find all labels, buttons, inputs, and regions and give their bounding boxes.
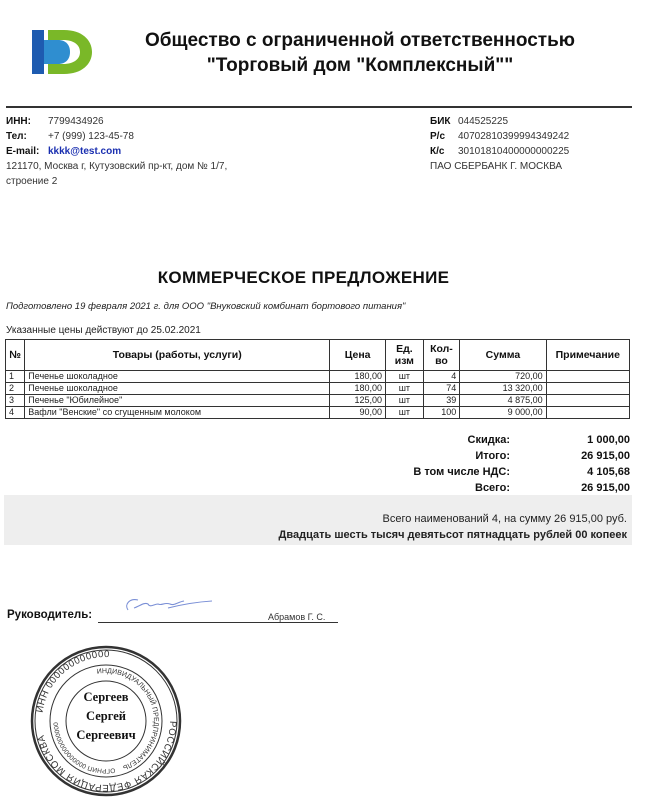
cell-sum: 13 320,00 bbox=[460, 383, 546, 395]
discount-label: Скидка: bbox=[467, 434, 510, 446]
cell-note bbox=[546, 371, 629, 383]
manager-name: Абрамов Г. С. bbox=[268, 612, 326, 622]
bank-name: ПАО СБЕРБАНК Г. МОСКВА bbox=[430, 161, 563, 172]
stamp-name-line3: Сергеевич bbox=[76, 728, 136, 742]
manager-label: Руководитель: bbox=[7, 609, 93, 621]
cell-num: 3 bbox=[6, 395, 25, 407]
cell-sum: 9 000,00 bbox=[460, 407, 546, 419]
cell-qty: 39 bbox=[423, 395, 460, 407]
vat-label: В том числе НДС: bbox=[413, 466, 510, 478]
cell-unit: шт bbox=[386, 371, 424, 383]
items-table bbox=[5, 339, 630, 419]
cell-goods: Печенье "Юбилейное" bbox=[25, 395, 330, 407]
summary-count: Всего наименований 4, на сумму 26 915,00 руб. bbox=[382, 513, 627, 525]
cell-note bbox=[546, 407, 629, 419]
phone-value: +7 (999) 123-45-78 bbox=[48, 131, 134, 142]
vat-row bbox=[360, 464, 630, 480]
table-row bbox=[6, 383, 630, 395]
company-name-line1: Общество с ограниченной ответственностью bbox=[144, 30, 576, 51]
email-link[interactable]: kkkk@test.com bbox=[48, 146, 122, 157]
address-line2: строение 2 bbox=[6, 176, 58, 187]
bik-value: 044525225 bbox=[458, 116, 509, 127]
cell-price: 125,00 bbox=[330, 395, 386, 407]
cell-num: 4 bbox=[6, 407, 25, 419]
company-name-line2: "Торговый дом "Комплексный"" bbox=[206, 55, 514, 76]
col-header-note: Примечание bbox=[546, 340, 629, 371]
table-header-row bbox=[6, 340, 630, 371]
total-row bbox=[360, 480, 630, 496]
col-header-qty-line1: Кол- bbox=[430, 343, 453, 355]
cell-qty: 100 bbox=[423, 407, 460, 419]
cell-qty: 74 bbox=[423, 383, 460, 395]
stamp-ip-text: ИНДИВИДУАЛЬНЫЙ ПРЕДПРИНИМАТЕЛЬ bbox=[96, 667, 160, 771]
col-header-num: № bbox=[6, 340, 25, 371]
document-title: КОММЕРЧЕСКОЕ ПРЕДЛОЖЕНИЕ bbox=[157, 268, 450, 287]
col-header-qty bbox=[423, 340, 460, 371]
rs-value: 40702810399994349242 bbox=[458, 131, 570, 142]
cell-price: 180,00 bbox=[330, 371, 386, 383]
rs-label: Р/с bbox=[430, 131, 446, 142]
stamp-country-text: РОССИЙСКАЯ ФЕДЕРАЦИЯ МОСКВА bbox=[35, 720, 179, 794]
cell-sum: 4 875,00 bbox=[460, 395, 546, 407]
header-divider bbox=[6, 106, 632, 108]
bank-requisites bbox=[430, 114, 640, 174]
col-header-price: Цена bbox=[330, 340, 386, 371]
ks-value: 30101810400000000225 bbox=[458, 146, 570, 157]
stamp-name-line2: Сергей bbox=[86, 709, 126, 723]
cell-price: 90,00 bbox=[330, 407, 386, 419]
company-requisites bbox=[6, 114, 276, 189]
subtotal-label: Итого: bbox=[475, 450, 510, 462]
inn-label: ИНН: bbox=[6, 116, 31, 127]
vat-value: 4 105,68 bbox=[587, 466, 630, 478]
cell-sum: 720,00 bbox=[460, 371, 546, 383]
cell-unit: шт bbox=[386, 407, 424, 419]
table-row bbox=[6, 395, 630, 407]
col-header-unit bbox=[386, 340, 424, 371]
total-value: 26 915,00 bbox=[581, 482, 630, 494]
cell-note bbox=[546, 395, 629, 407]
stamp-ogrnip-text: ОГРНИП 000000000000000 bbox=[52, 721, 116, 775]
signature-image bbox=[114, 592, 214, 618]
cell-note bbox=[546, 383, 629, 395]
table-row bbox=[6, 371, 630, 383]
cell-unit: шт bbox=[386, 383, 424, 395]
inn-value: 7799434926 bbox=[48, 116, 104, 127]
company-name bbox=[110, 28, 610, 78]
cell-price: 180,00 bbox=[330, 383, 386, 395]
email-label: E-mail: bbox=[6, 146, 40, 157]
stamp-name-line1: Сергеев bbox=[83, 690, 129, 704]
prepared-note: Подготовлено 19 февраля 2021 г. для ООО "Внуковский комбинат бортового питания" bbox=[6, 301, 406, 312]
company-logo bbox=[30, 26, 94, 78]
bik-label: БИК bbox=[430, 116, 451, 127]
valid-until-note: Указанные цены действуют до 25.02.2021 bbox=[6, 325, 201, 336]
col-header-qty-line2: во bbox=[435, 355, 448, 367]
total-label: Всего: bbox=[475, 482, 510, 494]
cell-qty: 4 bbox=[423, 371, 460, 383]
subtotal-value: 26 915,00 bbox=[581, 450, 630, 462]
stamp-inn-text: ИНН 000000000000 bbox=[34, 648, 111, 714]
phone-label: Тел: bbox=[6, 131, 27, 142]
col-header-unit-line2: изм bbox=[394, 355, 414, 367]
cell-unit: шт bbox=[386, 395, 424, 407]
col-header-goods: Товары (работы, услуги) bbox=[25, 340, 330, 371]
col-header-sum: Сумма bbox=[460, 340, 546, 371]
summary-in-words: Двадцать шесть тысяч девятьсот пятнадцать рублей 00 копеек bbox=[278, 529, 627, 541]
signature-line bbox=[98, 622, 338, 623]
totals-block bbox=[360, 432, 630, 496]
table-row bbox=[6, 407, 630, 419]
ks-label: К/с bbox=[430, 146, 445, 157]
stamp-name bbox=[30, 688, 182, 745]
cell-num: 2 bbox=[6, 383, 25, 395]
discount-value: 1 000,00 bbox=[587, 434, 630, 446]
discount-row bbox=[360, 432, 630, 448]
address-line1: 121170, Москва г, Кутузовский пр-кт, дом № 1/7, bbox=[6, 161, 228, 172]
subtotal-row bbox=[360, 448, 630, 464]
cell-goods: Печенье шоколадное bbox=[25, 383, 330, 395]
cell-goods: Печенье шоколадное bbox=[25, 371, 330, 383]
cell-num: 1 bbox=[6, 371, 25, 383]
cell-goods: Вафли "Венские" со сгущенным молоком bbox=[25, 407, 330, 419]
col-header-unit-line1: Ед. bbox=[396, 343, 413, 355]
